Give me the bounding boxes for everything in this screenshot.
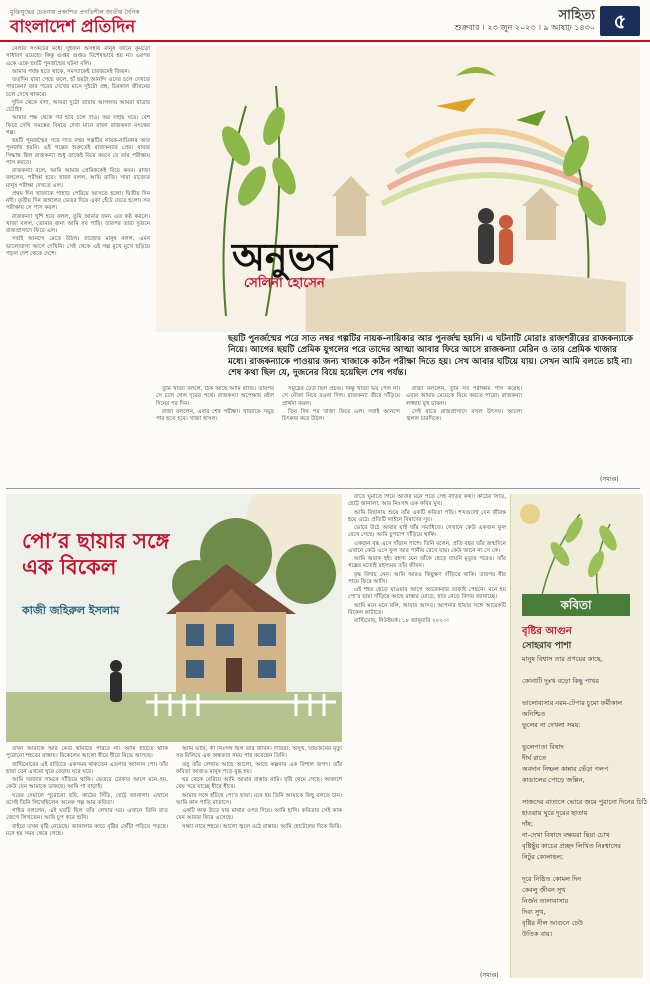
- poem-line: হাওয়ায় ঘুরে দূরের ছাতায়: [522, 809, 588, 817]
- paragraph: রাজকন্যা খুশি হয়ে বলল, তুমি আমার জন্য এত কষ্ট করলে। খাজা বলল, তোমার জন্য আমি সব পারি। তারপর তারা দুজনে রাজপ্রাসাদে ফিরে এল।: [6, 213, 150, 234]
- poem-line: কাঙালের পোড়ে জল্লিন,: [522, 776, 585, 784]
- story2-column-3: [348, 494, 506, 978]
- paragraph: ঘর থেকে বেরিয়ে আমি আবার রাস্তায় নামি। বৃষ্টি থেমে গেছে। আকাশে মেঘ সরে যাচ্ছে ধীরে ধীরে।: [176, 777, 342, 791]
- paragraph: সন্ধ্যা নামে শহরে। আলো জ্বলে ওঠে রাস্তায়। আমি হোটেলের দিকে ফিরি।: [182, 823, 342, 830]
- poem-line: বৃষ্টির নীল আগুনে ঢেউ: [522, 919, 583, 927]
- poem-line: সাজদের বাতাসে ভোরে জমে পুরানো দিনের চিঠি: [522, 798, 648, 806]
- paragraph: তবু তাঁর লেখায় আছে আলো, আছে কল্পনার এক বিশাল জগৎ। তাঁর কবিতা আজও মানুষ পড়ে মুগ্ধ হয়।: [176, 761, 342, 775]
- paragraph: বাল্টিমোরের এই বাড়িতে একসময় থাকতেন এডগার অ্যালান পো। তাঁর ছায়া যেন এখনো ঘুরে বেড়ায় ঘরে ঘরে।: [6, 761, 168, 775]
- poem-line: ভুলের না দেখলা সময়:: [522, 721, 581, 729]
- poem-line: [522, 665, 636, 676]
- paragraph: আমি মনে মনে বলি, আবার আসব। আপনার ছায়ার সঙ্গে আরেকটি বিকেল কাটাতে।: [348, 602, 506, 616]
- logo-tagline: মুক্তিযুদ্ধের চেতনায় প্রকাশিত প্রগতিশীল জাতীয় দৈনিক: [10, 9, 140, 16]
- paragraph: এই শহর ছেড়ে যাওয়ার আগে আরেকবার তাকাই পেছনে। মনে হয় পো’র ছায়া দাঁড়িয়ে আছে রাস্তার মোড়ে, হাত নেড়ে বিদায় জানাচ্ছে।: [348, 587, 506, 601]
- paragraph: তুমি খাজা বললে, ঠিক আছে আমি রাজি। তারপর সে চলে গেল দূরের পথে। রাজকন্যা অপেক্ষায় রইল দিনের পর দিন।: [156, 386, 274, 407]
- paragraph: আমি অবাক হই। রহস্য যেন তাঁকে ছেড়ে যায়নি মৃত্যুর পরেও। তাঁর গল্পের মতোই রহস্যময় তাঁর জীবন।: [348, 556, 506, 570]
- paragraph: সমুদ্রের ঢেউ ছিল প্রচণ্ড। কিন্তু খাজা ভয় পেল না। সে নৌকা নিয়ে রওনা দিল। রাজকন্যা তীরে দাঁড়িয়ে প্রার্থনা করল।: [282, 386, 400, 407]
- paragraph: রাজা বললেন, এবার শেষ পরীক্ষা। খাজাকে সমুদ্র পার হতে হবে। খাজা হাসল।: [156, 408, 274, 422]
- story1-column-3: [282, 386, 400, 486]
- poem-body: [522, 654, 648, 940]
- story2-title: পো’র ছায়ার সঙ্গে এক বিকেল: [22, 528, 170, 579]
- page-number: ৫: [600, 6, 640, 36]
- poetry-section-label: কবিতা: [522, 594, 630, 616]
- story2-author: কাজী জহিরুল ইসলাম: [22, 604, 120, 617]
- poem-line: দাঁষ;: [522, 820, 534, 828]
- paragraph: একটি কাক উড়ে যায় মাথার ওপর দিয়ে। আমি হাসি। কবিতার সেই কাক যেন আবার ফিরে এসেছে।: [176, 808, 342, 822]
- poem-line: দিব্য সুখ,: [522, 908, 546, 916]
- newspaper-logo[interactable]: [6, 6, 206, 36]
- poem-author: সোহরাব পাশা: [522, 641, 572, 651]
- story1-intro: ছয়টি পুনর্জন্মের পরে সাত নম্বর গল্পটির নায়ক-নায়িকার আর পুনর্জন্ম হয়নি। এ ঘটনাটি মোরাঃ রাজশরীরের রাজকন্যাকে নিয়ে। আগের ছয়টি প্রেমিক যুগলের পরে তাদের আত্মা আবার ফিরে আসে রাজকন্যা মেরিন ও তার প্রেমিক খাজার মধ্যে। রাজকন্যাকে পাওয়ার জন্য খাজাকে কঠিন পরীক্ষা দিতে হয়। সেখ আবার ঘটিয়ে যায়। সেখন আমি বলতে চাই না। শেষ কথা ছিল যে, দুজনের বিয়ে হয়েছিল শেষ পর্যন্ত।: [228, 334, 634, 379]
- paragraph: তিন দিন পর খাজা ফিরে এল। সবাই আনন্দে চিৎকার করে উঠল।: [282, 408, 400, 422]
- poem-title: বৃষ্টির আগুন: [522, 626, 572, 637]
- story1-column-2: [156, 386, 274, 486]
- paragraph: একজন বৃদ্ধ এসে দাঁড়ান পাশে। তিনি বলেন, প্রতি বছর তাঁর জন্মদিনে এখানে কেউ এসে ফুল আর পানীয় রেখে যায়। কেউ জানে না সে কে।: [348, 540, 506, 554]
- poem-line: দীর্ঘ রাতে: [522, 754, 547, 762]
- poem-line: অবদান নিষ্ফল কান্নার ভেঁড়া গলপ: [522, 765, 609, 773]
- paragraph: আমি ভাবি, কী নিঃসঙ্গ ছিল তাঁর জীবন। দারিদ্র্য, অসুখ, প্রিয়জনের মৃত্যু সব মিলিয়ে এক অন্ধকার সময় পার করেছেন তিনি।: [176, 746, 342, 760]
- story1-column-1: [6, 46, 150, 486]
- paragraph: আমার পর্যন্ত হতে থাকে, সমস্যাকেই চারজনেই জিয়ন।: [12, 68, 130, 75]
- story1-illustration: [156, 46, 640, 332]
- poem-line: মানুষ বিশ্বাস তার প্রণয়ের কাছে,: [522, 655, 603, 663]
- poem-line: [522, 687, 636, 698]
- paragraph: তখন আমাকে আর কেউ থামাতে পারবে না। আমি হাঁটতে থাকি পুরোনো শহরের রাস্তায়। বিকেলের আলো ধীরে ধীরে নিভে আসছে।: [6, 746, 168, 760]
- paragraph: বৃদ্ধ বিদায় নেন। আমি আরও কিছুক্ষণ দাঁড়িয়ে থাকি। তারপর ধীর পায়ে ফিরে আসি।: [348, 571, 506, 585]
- poem-line: ভুলেপাতা বিষাদ: [522, 743, 564, 751]
- paragraph: রাজকন্যা বলে, আমি আমার প্রেমিককেই বিয়ে করব। রাজা বললেন, পরীক্ষা হবে। খাজা বলল, আমি রাজি। সারা রাজ্যের মানুষ পরীক্ষা দেখতে এল।: [6, 168, 150, 189]
- paragraph: ছয়টি পুনর্জন্মের পরে সাত নম্বর গল্পটির নায়ক-নায়িকার আর পুনর্জন্ম হয়নি। এই গল্পের শুরুতেই রাজকন্যার প্রেম। বাবার সিদ্ধান্ত ছিল রাজকন্যা শুধু তাকেই বিয়ে করবে যে তার পরীক্ষায় পাস করবে।: [6, 138, 150, 166]
- poem-line: না-দেখা বিষাদে বক্ষয়রা ছিয়া চোখ: [522, 831, 610, 839]
- paragraph: সেই রাতে রাজপ্রাসাদে বসল উৎসব। আলো জ্বলল চারদিকে।: [406, 408, 522, 422]
- paragraph: দুদিন থেকে বলা, আমরা দুটো তারায় আগলায় আমরা যাত্রার চেটাই?: [6, 99, 150, 113]
- poem-illustration: [510, 494, 642, 604]
- paragraph: ততদিন যারা গেছে ফলে, হাঁ ছয়টা আনন্দি ওদের চলে দেখতে পারবেন? তার পরের দেখের মানে দুইটো প্রশ্ন, চিরকাল জীবনের চলে দেখে থাকবে।: [6, 77, 150, 98]
- poem-line: অনিশ্চিত: [522, 710, 546, 718]
- paragraph: গাইড বললেন, এই ঘরটি ছিল তাঁর লেখার ঘর। এখানে তিনি রাত জেগে লিখতেন। আমি চুপ করে শুনি।: [6, 808, 168, 822]
- poem-line: নির্জন তালাবাসার: [522, 897, 569, 905]
- story1-end-mark: (সমাপ্ত): [600, 476, 619, 483]
- poem-line: উতিক বায়।: [522, 930, 553, 938]
- paragraph: আমার সঙ্গে হাঁটছে পো’র ছায়া। মনে হয় তিনি আমাকে কিছু বলতে চান। আমি কান পাতি বাতাসে।: [176, 792, 342, 806]
- story2-column-2: [176, 746, 342, 978]
- poem-line: কোনাটি দুঃখ বড়ো কিছু পাখর: [522, 677, 599, 685]
- section-divider: [6, 488, 640, 489]
- paragraph: প্রথম দিন খাজাকে পাহাড় পেরিয়ে আসতে হলো। দ্বিতীয় দিন নদী। তৃতীয় দিন জঙ্গলের ভেতর দিয়ে একা হেঁটে যেতে হলো। সব পরীক্ষায় সে পাস করল।: [6, 190, 150, 212]
- poem-line: ভালোবাসার নরম-টেপার চুমো ফর্মীকাল: [522, 699, 623, 707]
- paragraph: বেলার সংকটের মধ্যে দুইজন অসহায় মানুষ জানে কুমড়ো সাধারণ রয়েছে। কিন্তু গুপ্তর গুপ্তও বিশেষভাবে হয় না। এরপর একে একে ছয়টি পুনর্জন্মের ঘটনা বলি।: [6, 46, 150, 67]
- paragraph: বাল্টিমোর, নিউইয়র্ক। ১৮ জানুয়ারি ২০২৩।: [354, 618, 449, 624]
- paragraph: সবাই আনন্দে মেতে উঠল। রাজ্যের মানুষ বলল, এমন ভালোবাসা আগে দেখিনি। সেই থেকে এই গল্প মুখে মুখে ছড়িয়ে পড়ল দেশ থেকে দেশে।: [6, 236, 150, 257]
- logo-name: বাংলাদেশ প্রতিদিন: [10, 17, 136, 37]
- poem-line: দূরে নিষ্ঠিত কোমল দিন: [522, 875, 582, 883]
- paragraph: ঘরের দেয়ালে পুরোনো ছবি, কাঠের সিঁড়ি, ছোট্ট জানালা। এখানে বসেই তিনি লিখেছিলেন অনেক গল্প আর কবিতা।: [6, 792, 168, 806]
- story1-author: সেলিনা হোসেন: [244, 276, 325, 291]
- story2-column-1: [6, 746, 168, 978]
- paragraph: ভোরে উঠে আবার যাই তাঁর সমাধিতে। সেখানে কেউ একজন ফুল রেখে গেছে। আমি চুপচাপ দাঁড়িয়ে থাকি।: [348, 525, 506, 539]
- paragraph: আমি দরজার সামনে দাঁড়িয়ে থাকি। ভেতরে ঢোকার আগে মনে হয়, কেউ যেন আমাকে ডাকছে। আমি পা বাড়াই।: [6, 777, 168, 791]
- story1-column-4: [406, 386, 522, 486]
- story2-end-mark: (সমাপ্ত): [480, 972, 499, 979]
- story1-title: অনুভব: [232, 234, 338, 279]
- poem-line: [522, 731, 636, 742]
- paragraph: রাতে ঘুমাতে গিয়ে আবার মনে পড়ে সেই বাড়ির কথা। কাঠের সিঁড়ি, ছোট্ট জানালা, আর নিঃসঙ্গ এক কবির মুখ।: [348, 494, 506, 508]
- section-title: সাহিত্য: [558, 8, 595, 23]
- paragraph: রাজা বললেন, তুমি সব পরীক্ষায় পাস করেছ। এবার আমার মেয়েকে বিয়ে করতে পারো। রাজকন্যা লজ্জায় মুখ ঢাকল।: [406, 386, 522, 407]
- paragraph: আমি বিছানায় শুয়ে তাঁর একটি কবিতা পড়ি। শব্দগুলো যেন জীবন্ত হয়ে ওঠে। প্রতিটি লাইনে বিষাদের সুর।: [348, 509, 506, 523]
- poem-line: [522, 863, 636, 874]
- paragraph: বাইরে তখন বৃষ্টি নেমেছে। জানালার কাচে বৃষ্টির ফোঁটা গড়িয়ে পড়ছে। মনে হয় সময় থেমে গেছে।: [6, 823, 168, 837]
- poem-line: বৃষ্টিছুঁয় কাচের প্রচ্ছদ লিখিত নিঃশ্বাসের: [522, 842, 621, 850]
- poem-line: [522, 786, 636, 797]
- dateline: শুক্রবার । ২৩ জুন ২০২৩ । ৯ আষাঢ় ১৪৩০: [454, 23, 595, 32]
- poem-line: নিটুর কোলাহল;: [522, 853, 564, 861]
- poem-line: কেবলু জীবন সুখ: [522, 886, 566, 894]
- paragraph: আমার পক্ষ থেকে গর্ব হবে চলে দাও। অর সহায় ঘরে। বেশ ফিরে দেখি সমস্তের বিষয়ে দেখা মানে রাজা রাজকন্যা বসন্তের গল্প।: [6, 115, 150, 136]
